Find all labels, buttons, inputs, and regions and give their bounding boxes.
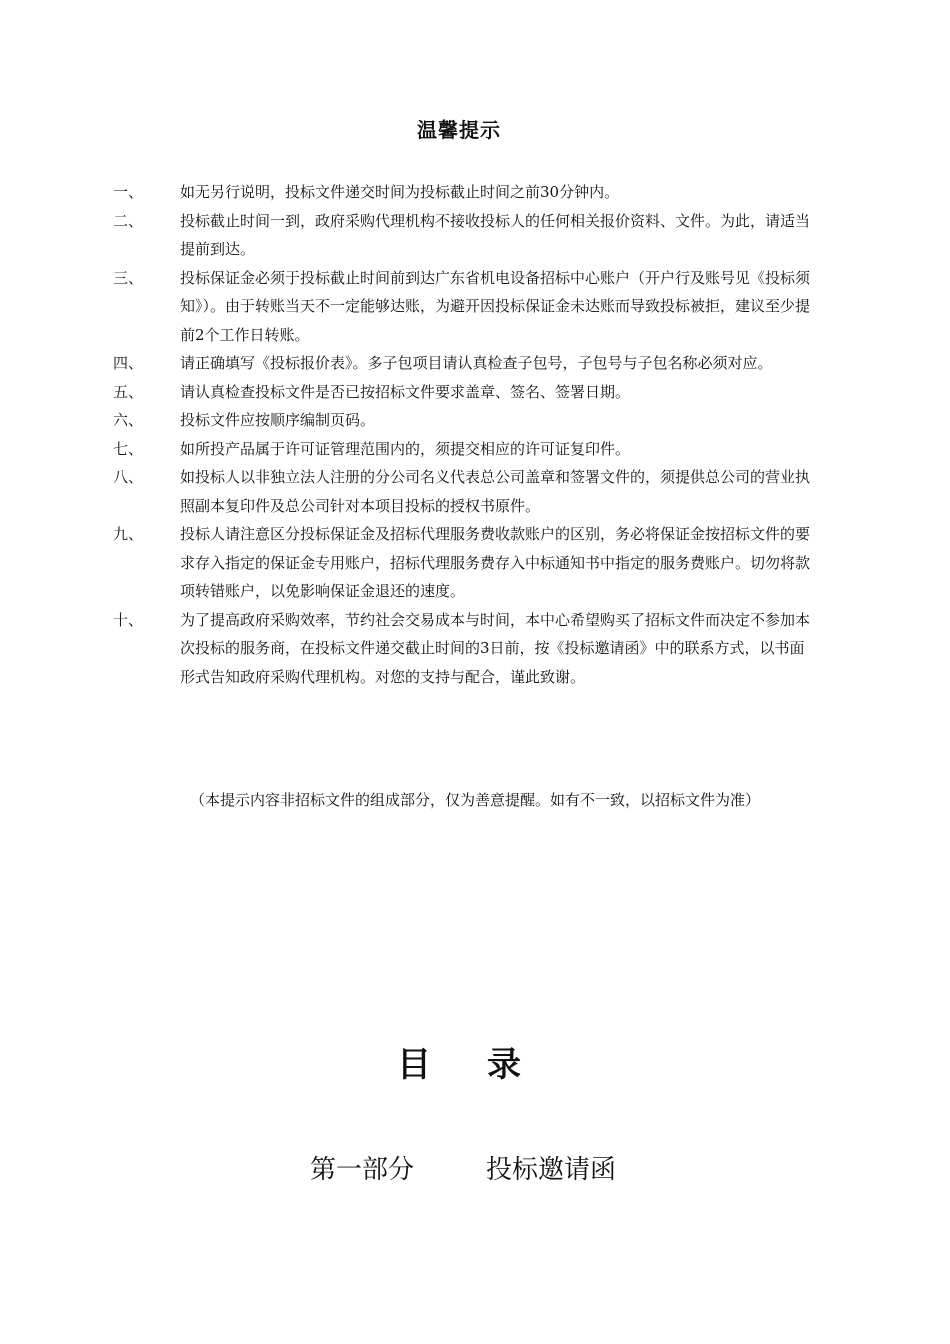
tip-number: 五、 [113, 382, 144, 401]
tip-number: 六、 [113, 411, 144, 429]
tip-text: 投标截止时间一到，政府采购代理机构不接收投标人的任何相关报价资料、文件。为此，请适当提前到达。 [180, 211, 811, 258]
tip-text: 投标保证金必须于投标截止时间前到达广东省机电设备招标中心账户（开户行及账号见《投标须知》）。由于转账当天不一定能够达账，为避开因投标保证金未达账而导致投标被拒，建议至少提前2个工作日转账。 [180, 268, 811, 344]
tip-text: 为了提高政府采购效率，节约社会交易成本与时间，本中心希望购买了招标文件而决定不参加本次投标的服务商，在投标文件递交截止时间的3日前，按《投标邀请函》中的联系方式，以书面形式告知政府采购代理机构。对您的支持与配合，谨此致谢。 [180, 610, 811, 686]
tip-number: 三、 [113, 268, 144, 287]
tip-number: 二、 [113, 211, 144, 230]
tip-item [113, 207, 813, 264]
tip-item [113, 378, 813, 407]
tip-number: 七、 [113, 439, 144, 458]
tip-text: 如所投产品属于许可证管理范围内的，须提交相应的许可证复印件。 [180, 439, 631, 458]
tip-text: 请正确填写《投标报价表》。多子包项目请认真检查子包号，子包号与子包名称必须对应。 [180, 354, 773, 372]
tip-text: 请认真检查投标文件是否已按招标文件要求盖章、签名、签署日期。 [180, 382, 631, 401]
tip-item [113, 606, 813, 692]
part-number: 第一部分 [309, 1155, 414, 1185]
toc-title: 目录 [397, 1045, 577, 1085]
tip-text: 如无另行说明，投标文件递交时间为投标截止时间之前30分钟内。 [180, 183, 620, 201]
tip-item [113, 264, 813, 350]
tip-number: 十、 [113, 610, 144, 629]
tip-item [113, 349, 813, 378]
tip-number: 八、 [113, 468, 144, 486]
tip-item [113, 520, 813, 606]
tip-number: 九、 [113, 525, 144, 543]
toc-part-heading [0, 1148, 926, 1192]
part-title: 投标邀请函 [486, 1155, 617, 1185]
tip-item [113, 178, 813, 207]
tips-list [113, 178, 813, 691]
tip-item [113, 406, 813, 435]
disclaimer-note: （本提示内容非招标文件的组成部分，仅为善意提醒。如有不一致，以招标文件为准） [189, 791, 760, 809]
tip-text: 如投标人以非独立法人注册的分公司名义代表总公司盖章和签署文件的，须提供总公司的营业执照副本复印件及总公司针对本项目投标的授权书原件。 [180, 468, 811, 515]
tip-number: 一、 [113, 183, 144, 201]
tip-item [113, 435, 813, 464]
tip-item [113, 463, 813, 520]
tips-title: 温馨提示 [417, 118, 501, 142]
tip-number: 四、 [113, 354, 144, 372]
tip-text: 投标人请注意区分投标保证金及招标代理服务费收款账户的区别，务必将保证金按招标文件的要求存入指定的保证金专用账户，招标代理服务费存入中标通知书中指定的服务费账户。切勿将款项转错账户，以免影响保证金退还的速度。 [180, 525, 811, 600]
tip-text: 投标文件应按顺序编制页码。 [180, 411, 376, 429]
